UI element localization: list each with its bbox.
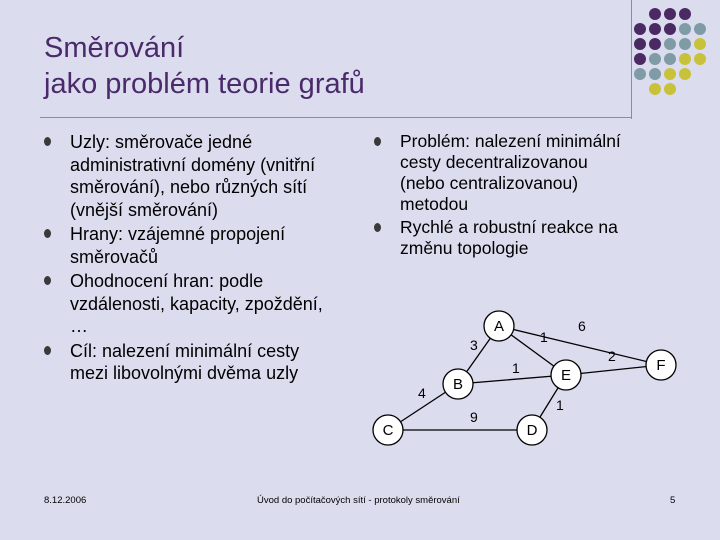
graph-edge-b-e bbox=[458, 375, 566, 384]
slide-title bbox=[44, 30, 365, 102]
bullet-icon bbox=[44, 276, 51, 285]
decorative-dot bbox=[664, 8, 676, 20]
graph-node-b bbox=[443, 369, 473, 399]
decorative-dot bbox=[649, 53, 661, 65]
decorative-dot bbox=[664, 38, 676, 50]
bullet-icon bbox=[44, 137, 51, 146]
decorative-dot bbox=[679, 68, 691, 80]
node-label: B bbox=[452, 376, 464, 393]
bullet-text: Cíl: nalezení minimální cesty mezi libovolnými dvěma uzly bbox=[70, 340, 300, 383]
bullet-text: Ohodnocení hran: podle vzdálenosti, kapacity, zpoždění, … bbox=[70, 271, 323, 336]
title-line-1: Směrování bbox=[44, 32, 185, 64]
node-label: F bbox=[656, 357, 666, 374]
decorative-dot bbox=[634, 68, 646, 80]
decorative-dot bbox=[649, 38, 661, 50]
node-label: C bbox=[382, 422, 394, 439]
bullet-text: Hrany: vzájemné propojení směrovačů bbox=[70, 224, 286, 267]
left-bullet-list bbox=[44, 131, 364, 387]
edge-weight-label: 1 bbox=[512, 360, 520, 376]
decorative-dot bbox=[649, 23, 661, 35]
decorative-dot bbox=[694, 38, 706, 50]
decorative-dot bbox=[634, 23, 646, 35]
decorative-dot bbox=[679, 8, 691, 20]
decorative-dot bbox=[649, 8, 661, 20]
bullet-item bbox=[44, 340, 364, 385]
bullet-icon bbox=[44, 229, 51, 238]
bullet-item bbox=[374, 217, 674, 259]
decorative-dot bbox=[649, 68, 661, 80]
graph-node-e bbox=[551, 360, 581, 390]
graph-node-d bbox=[517, 415, 547, 445]
network-graph bbox=[360, 300, 690, 450]
node-label: E bbox=[560, 367, 572, 384]
decorative-dot-grid bbox=[634, 8, 714, 104]
bullet-item bbox=[44, 131, 364, 221]
decorative-horizontal-rule bbox=[40, 117, 632, 118]
decorative-dot bbox=[694, 23, 706, 35]
footer-title: Úvod do počítačových sítí - protokoly směrování bbox=[257, 495, 460, 506]
bullet-text: Problém: nalezení minimální cesty decentralizovanou (nebo centralizovanou) metodou bbox=[400, 131, 621, 214]
bullet-icon bbox=[374, 137, 381, 146]
edge-weight-label: 1 bbox=[540, 329, 548, 345]
edge-weight-label: 6 bbox=[578, 318, 586, 334]
edge-weight-label: 4 bbox=[418, 385, 426, 401]
graph-node-a bbox=[484, 311, 514, 341]
decorative-dot bbox=[679, 23, 691, 35]
decorative-dot bbox=[634, 38, 646, 50]
node-label: A bbox=[493, 318, 505, 335]
page-number: 5 bbox=[670, 495, 676, 506]
edge-weight-label: 1 bbox=[556, 397, 564, 413]
bullet-icon bbox=[374, 223, 381, 232]
edge-weight-label: 2 bbox=[608, 348, 616, 364]
title-line-2: jako problém teorie grafů bbox=[44, 68, 365, 100]
bullet-item bbox=[374, 131, 674, 215]
footer-date: 8.12.2006 bbox=[44, 495, 87, 506]
graph-node-c bbox=[373, 415, 403, 445]
decorative-dot bbox=[664, 53, 676, 65]
bullet-item bbox=[44, 223, 364, 268]
edge-weight-label: 3 bbox=[470, 337, 478, 353]
decorative-dot bbox=[664, 68, 676, 80]
decorative-dot bbox=[679, 53, 691, 65]
decorative-dot bbox=[664, 83, 676, 95]
decorative-vertical-rule bbox=[631, 0, 632, 119]
right-bullet-list bbox=[374, 131, 674, 261]
node-label: D bbox=[526, 422, 538, 439]
graph-node-f bbox=[646, 350, 676, 380]
decorative-dot bbox=[634, 53, 646, 65]
decorative-dot bbox=[679, 38, 691, 50]
bullet-icon bbox=[44, 346, 51, 355]
bullet-text: Uzly: směrovače jedné administrativní domény (vnitřní směrování), nebo různých sítí (vnější směrování) bbox=[70, 132, 316, 220]
decorative-dot bbox=[694, 53, 706, 65]
edge-weight-label: 9 bbox=[470, 409, 478, 425]
bullet-text: Rychlé a robustní reakce na změnu topologie bbox=[400, 217, 618, 258]
network-graph-svg bbox=[360, 300, 690, 450]
decorative-dot bbox=[664, 23, 676, 35]
bullet-item bbox=[44, 270, 364, 338]
decorative-dot bbox=[649, 83, 661, 95]
